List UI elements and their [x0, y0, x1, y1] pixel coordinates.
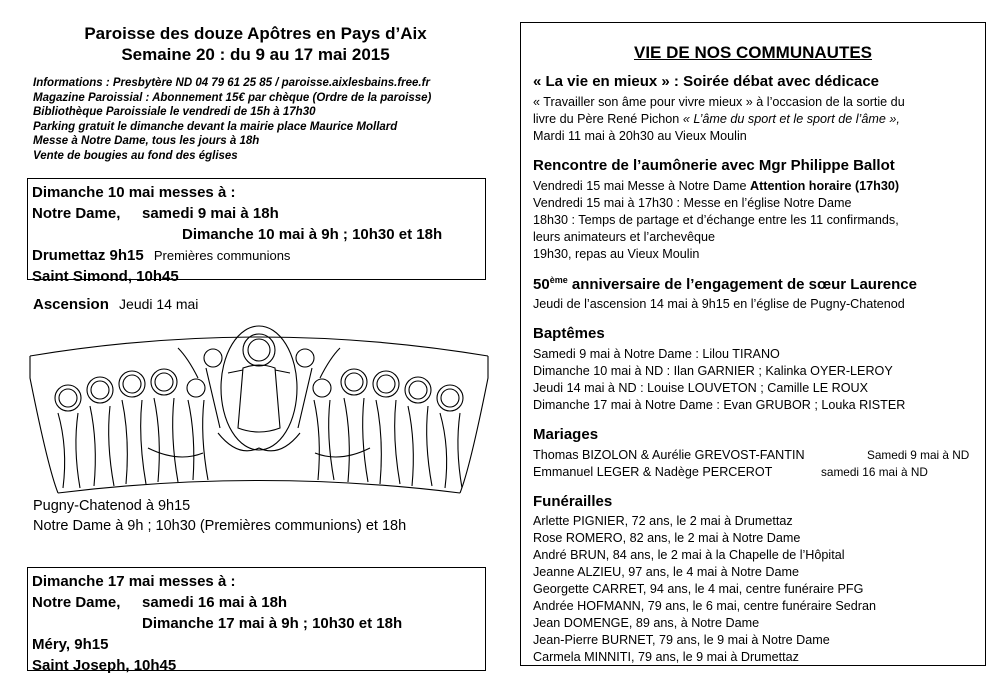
mariage-line [533, 465, 928, 479]
ascension-date: Jeudi 14 mai [119, 296, 199, 312]
rencontre-line: 18h30 : Temps de partage et d’échange entre les 11 confirmands, [533, 213, 899, 227]
box-heading: Dimanche 10 mai messes à : [32, 184, 236, 201]
info-line: Bibliothèque Paroissiale le vendredi de 15h à 17h30 [33, 106, 316, 118]
drumettaz-mass: Drumettaz 9h15 [32, 247, 144, 264]
attention-note: Attention horaire (17h30) [750, 179, 900, 193]
funeraille-line: Arlette PIGNIER, 72 ans, le 2 mai à Drumettaz [533, 514, 793, 528]
saint-simond-mass: Saint Simond, 10h45 [32, 268, 179, 285]
anniversary-title: anniversaire de l’engagement de sœur Laurence [567, 276, 917, 293]
vie-line: « Travailler son âme pour vivre mieux » à l’occasion de la sortie du [533, 95, 905, 109]
box-row [32, 203, 485, 224]
bapteme-line: Samedi 9 mai à Notre Dame : Lilou TIRANO [533, 347, 780, 361]
info-line: Magazine Paroissial : Abonnement 15€ par chèque (Ordre de la paroisse) [33, 91, 432, 104]
funeraille-line: Jeanne ALZIEU, 97 ans, le 4 mai à Notre Dame [533, 565, 800, 579]
ascension-notre-dame: Notre Dame à 9h ; 10h30 (Premières communions) et 18h [33, 518, 407, 534]
mariage-line [533, 448, 970, 462]
info-line: Parking gratuit le dimanche devant la mairie place Maurice Mollard [33, 120, 398, 133]
info-line: Informations : Presbytère ND 04 79 61 25 85 / paroisse.aixlesbains.free.fr [33, 77, 430, 89]
anniversary-heading [533, 275, 917, 293]
mariages-heading: Mariages [533, 426, 599, 443]
funeraille-line: Carmela MINNITI, 79 ans, le 9 mai à Drumettaz [533, 650, 799, 664]
funeraille-line: Jean DOMENGE, 89 ans, à Notre Dame [533, 616, 760, 630]
info-line: Messe à Notre Dame, tous les jours à 18h [33, 135, 260, 147]
funeraille-line: Georgette CARRET, 94 ans, le 4 mai, centre funéraire PFG [533, 582, 864, 596]
rencontre-text: Vendredi 15 mai Messe à Notre Dame [533, 179, 750, 193]
mery-mass: Méry, 9h15 [32, 636, 109, 653]
ascension-label: Ascension [33, 296, 109, 313]
mariage-date: samedi 16 mai à ND [821, 465, 928, 479]
info-block [33, 76, 493, 163]
baptemes-heading: Baptêmes [533, 325, 605, 342]
funeraille-line: Jean-Pierre BURNET, 79 ans, le 9 mai à Notre Dame [533, 633, 830, 647]
saturday-mass: samedi 9 mai à 18h [142, 205, 279, 222]
book-title: « L’âme du sport et le sport de l’âme », [682, 112, 900, 126]
bapteme-line: Jeudi 14 mai à ND : Louise LOUVETON ; Camille LE ROUX [533, 381, 869, 395]
info-line: Vente de bougies au fond des églises [33, 149, 238, 162]
ascension-pugny: Pugny-Chatenod à 9h15 [33, 498, 191, 514]
community-panel [520, 22, 986, 666]
rencontre-line: leurs animateurs et l’archevêque [533, 230, 716, 244]
mass-box-may-17 [27, 567, 486, 674]
mariage-couple: Thomas BIZOLON & Aurélie GREVOST-FANTIN [533, 448, 805, 462]
bapteme-line: Dimanche 10 mai à ND : Ilan GARNIER ; Kalinka OYER-LEROY [533, 364, 893, 378]
saturday-mass: samedi 16 mai à 18h [142, 594, 288, 611]
mariage-couple: Emmanuel LEGER & Nadège PERCEROT [533, 465, 773, 479]
rencontre-line: Vendredi 15 mai à 17h30 : Messe en l’église Notre Dame [533, 196, 852, 210]
saint-joseph-mass: Saint Joseph, 10h45 [32, 657, 177, 674]
box-heading: Dimanche 17 mai messes à : [32, 573, 236, 590]
drumettaz-note: Premières communions [153, 248, 291, 263]
anniversary-line: Jeudi de l’ascension 14 mai à 9h15 en l’église de Pugny-Chatenod [533, 297, 905, 311]
week-title: Semaine 20 : du 9 au 17 mai 2015 [121, 45, 390, 64]
sunday-mass: Dimanche 17 mai à 9h ; 10h30 et 18h [142, 615, 403, 632]
box-row [32, 245, 485, 266]
mariage-date: Samedi 9 mai à ND [867, 448, 970, 462]
funeraille-line: Andrée HOFMANN, 79 ans, le 6 mai, centre funéraire Sedran [533, 599, 876, 613]
rencontre-heading: Rencontre de l’aumônerie avec Mgr Philippe Ballot [533, 157, 895, 174]
ascension-heading [33, 296, 198, 313]
vie-text: livre du Père René Pichon [533, 112, 683, 126]
vie-line: Mardi 11 mai à 20h30 au Vieux Moulin [533, 129, 747, 143]
box-row [32, 224, 485, 245]
notre-dame-label: Notre Dame, [32, 205, 121, 222]
bapteme-line: Dimanche 17 mai à Notre Dame : Evan GRUBOR ; Louka RISTER [533, 398, 906, 412]
funeraille-line: Rose ROMERO, 82 ans, le 2 mai à Notre Dame [533, 531, 801, 545]
parish-title: Paroisse des douze Apôtres en Pays d’Aix [84, 24, 427, 43]
rencontre-line [533, 179, 899, 193]
rencontre-line: 19h30, repas au Vieux Moulin [533, 247, 700, 261]
anniversary-suffix: ème [549, 275, 568, 285]
anniversary-number: 50 [533, 276, 550, 293]
box-row [32, 592, 485, 613]
notre-dame-label: Notre Dame, [32, 594, 121, 611]
vie-en-mieux-heading: « La vie en mieux » : Soirée débat avec dédicace [533, 73, 880, 90]
funeraille-line: André BRUN, 84 ans, le 2 mai à la Chapelle de l’Hôpital [533, 548, 845, 562]
box-row [32, 613, 485, 634]
panel-title: VIE DE NOS COMMUNAUTES [633, 43, 873, 62]
funerailles-heading: Funérailles [533, 493, 613, 510]
mass-box-may-10 [27, 178, 486, 285]
vie-line [533, 112, 900, 126]
sunday-mass: Dimanche 10 mai à 9h ; 10h30 et 18h [182, 226, 443, 243]
ascension-illustration [28, 318, 490, 498]
